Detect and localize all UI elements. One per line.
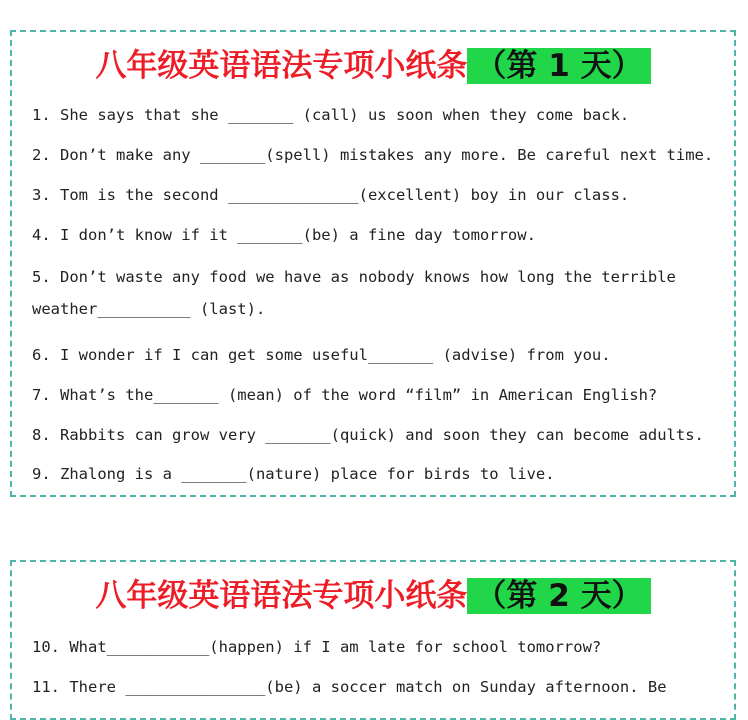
question-2: 2. Don’t make any _______(spell) mistakes any more. Be careful next time. <box>32 146 714 164</box>
question-3: 3. Tom is the second ______________(excellent) boy in our class. <box>32 186 630 204</box>
card-title <box>12 576 734 616</box>
practice-card-day-1 <box>10 30 736 497</box>
card-title-main: 八年级英语语法专项小纸条 <box>95 578 468 614</box>
question-8: 8. Rabbits can grow very _______(quick) and soon they can become adults. <box>32 426 704 444</box>
card-title-day-highlight: （第 2 天） <box>467 578 650 614</box>
question-6: 6. I wonder if I can get some useful_______ (advise) from you. <box>32 346 611 364</box>
practice-card-day-2 <box>10 560 736 720</box>
question-9: 9. Zhalong is a _______(nature) place for birds to live. <box>32 465 555 483</box>
card-title-main: 八年级英语语法专项小纸条 <box>95 48 468 84</box>
question-7: 7. What’s the_______ (mean) of the word “film” in American English? <box>32 386 658 404</box>
question-5: 5. Don’t waste any food we have as nobody knows how long the terrible weather__________ (last). <box>32 268 676 318</box>
card-title <box>12 46 734 86</box>
question-1: 1. She says that she _______ (call) us soon when they come back. <box>32 106 630 124</box>
question-11: 11. There _______________(be) a soccer match on Sunday afternoon. Be <box>32 678 667 696</box>
question-10: 10. What___________(happen) if I am late for school tomorrow? <box>32 638 602 656</box>
question-4: 4. I don’t know if it _______(be) a fine day tomorrow. <box>32 226 536 244</box>
card-title-day-highlight: （第 1 天） <box>467 48 650 84</box>
